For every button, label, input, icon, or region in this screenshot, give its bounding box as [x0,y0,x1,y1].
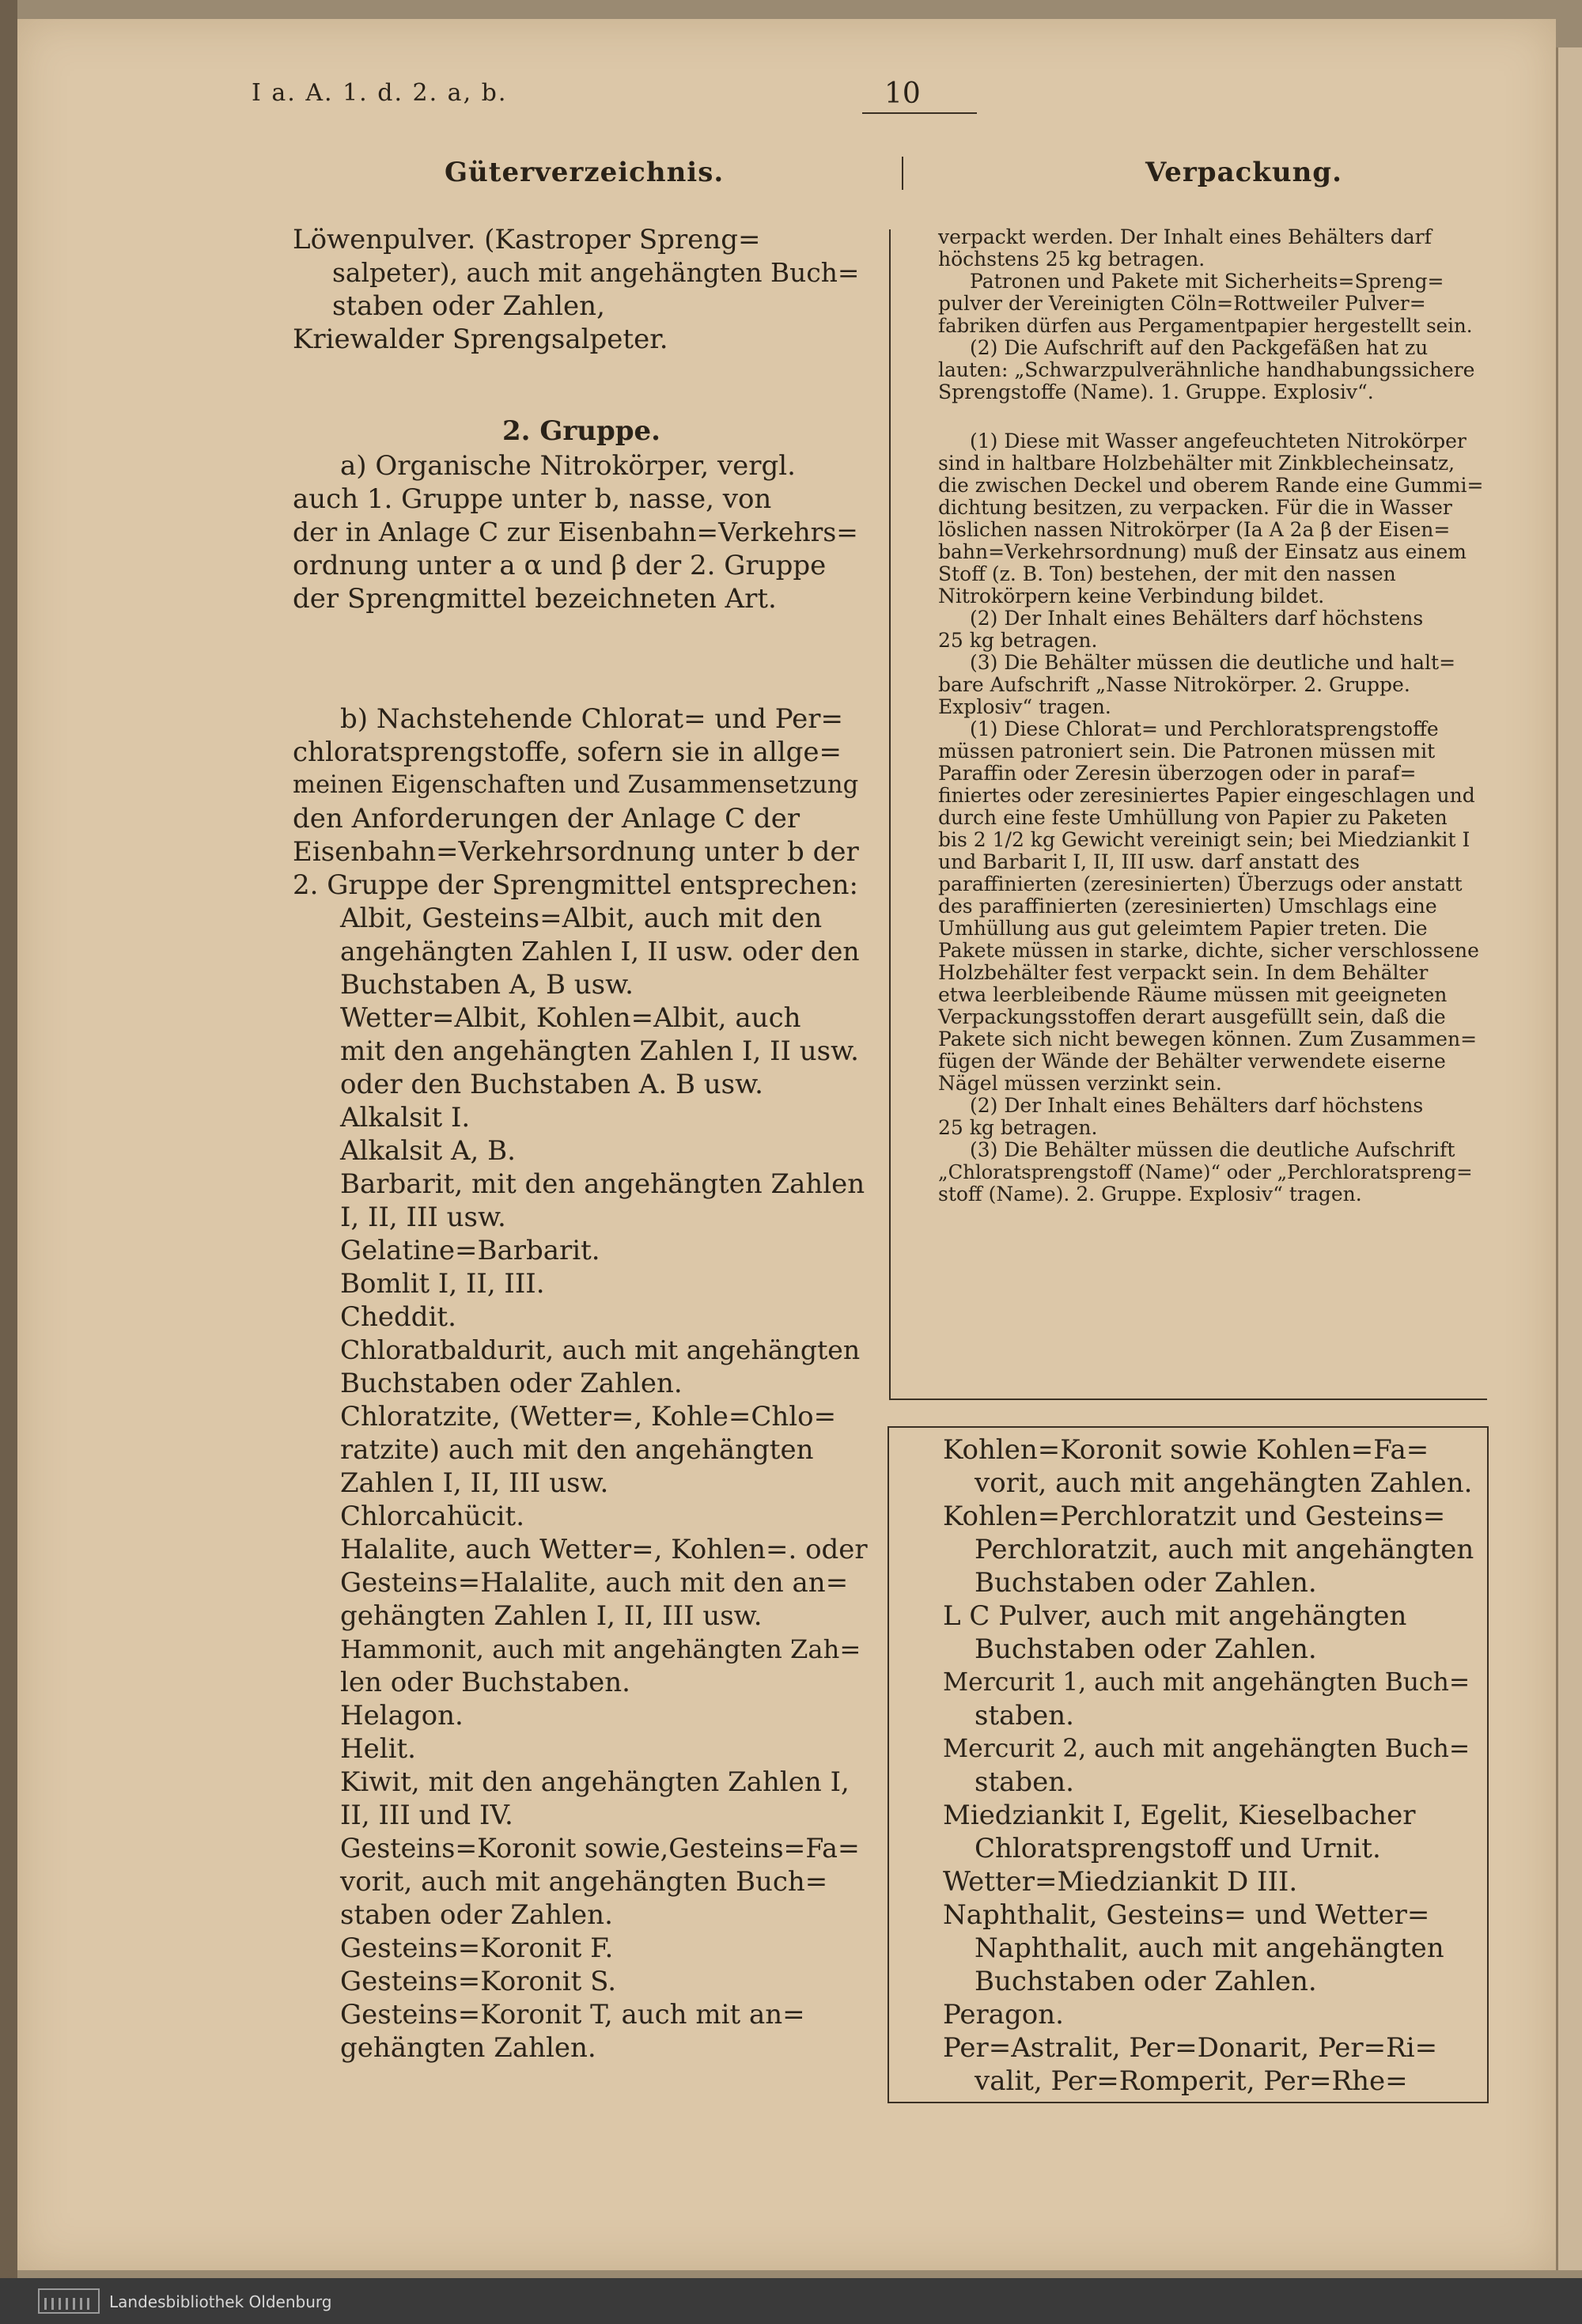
library-logo-icon [38,2288,100,2314]
left-background-edge [0,0,17,2324]
packaging-line: fabriken dürfen aus Pergamentpapier hergestellt sein. [938,314,1473,337]
list-line: staben. [975,1766,1074,1798]
packaging-line: (1) Diese Chlorat= und Perchloratsprengstoffe [970,717,1439,740]
text-line: ordnung unter a α und β der 2. Gruppe [293,550,827,581]
packaging-text-column [938,226,1492,1206]
text-line: ratzite) auch mit den angehängten [340,1434,814,1466]
text-line: Barbarit, mit den angehängten Zahlen [340,1168,865,1200]
header-divider [902,157,903,190]
packaging-line: „Chloratsprengstoff (Name)“ oder „Perchloratspreng= [938,1160,1473,1183]
packaging-line: bare Aufschrift „Nasse Nitrokörper. 2. Gruppe. [938,673,1410,696]
packaging-line: 25 kg betragen. [938,629,1098,652]
packaging-line: verpackt werden. Der Inhalt eines Behälters darf [938,225,1432,248]
text-line: Gesteins=Koronit T, auch mit an= [340,1999,805,2031]
packaging-line: (2) Die Aufschrift auf den Packgefäßen hat zu [970,336,1429,359]
text-line: Chloratbaldurit, auch mit angehängten [340,1334,861,1365]
packaging-line: des paraffinierten (zeresinierten) Umschlags eine [938,895,1437,918]
text-line: staben oder Zahlen. [340,1899,613,1931]
text-line: len oder Buchstaben. [340,1667,630,1698]
packaging-line: sind in haltbare Holzbehälter mit Zinkblecheinsatz, [938,452,1455,475]
list-line: Mercurit 2, auch mit angehängten Buch= [943,1735,1470,1763]
packaging-line: Nägel müssen verzinkt sein. [938,1072,1222,1095]
list-line: Miedziankit I, Egelit, Kieselbacher [943,1800,1416,1831]
packaging-line: und Barbarit I, II, III usw. darf anstatt des [938,850,1360,873]
packaging-line: paraffinierten (zeresinierten) Überzugs oder anstatt [938,872,1463,895]
text-line: salpeter), auch mit angehängten Buch= [332,257,860,288]
list-line: staben. [975,1700,1074,1732]
text-line: Bomlit I, II, III. [340,1268,545,1300]
right-column-title: Verpackung. [1145,157,1342,188]
text-line: Wetter=Albit, Kohlen=Albit, auch [340,1002,801,1034]
library-name: Landesbibliothek Oldenburg [109,2292,332,2311]
text-line: I, II, III usw. [340,1202,506,1233]
packaging-line: Explosiv“ tragen. [938,695,1111,718]
list-line: Mercurit 1, auch mit angehängten Buch= [943,1668,1470,1697]
packaging-line: fügen der Wände der Behälter verwendete eiserne [938,1050,1446,1073]
list-line: Kohlen=Perchloratzit und Gesteins= [943,1501,1446,1532]
packaging-line: finiertes oder zeresiniertes Papier eingeschlagen und [938,784,1475,807]
packaging-line: (1) Diese mit Wasser angefeuchteten Nitrokörper [970,430,1467,452]
text-line: Chlorcahücit. [340,1501,525,1532]
list-line: Buchstaben oder Zahlen. [975,1966,1317,1997]
text-line: II, III und IV. [340,1800,513,1831]
text-line: Gesteins=Halalite, auch mit den an= [340,1567,849,1599]
text-line: b) Nachstehende Chlorat= und Per= [340,703,843,735]
lower-goods-list [943,1433,1489,2098]
text-line: oder den Buchstaben A. B usw. [340,1069,763,1100]
text-line: a) Organische Nitrokörper, vergl. [340,450,796,482]
packaging-line: Patronen und Pakete mit Sicherheits=Spreng= [970,270,1444,293]
packaging-line: müssen patroniert sein. Die Patronen müssen mit [938,740,1436,763]
packaging-line: pulver der Vereinigten Cöln=Rottweiler Pulver= [938,292,1426,315]
packaging-line: Pakete müssen in starke, dichte, sicher verschlossene [938,939,1479,962]
packaging-line: etwa leerbleibende Räume müssen mit geeigneten [938,983,1448,1006]
text-line: Buchstaben A, B usw. [340,969,634,1001]
packaging-line: höchstens 25 kg betragen. [938,248,1205,271]
text-line: gehängten Zahlen. [340,2032,596,2064]
packaging-line: Verpackungsstoffen derart ausgefüllt sein, daß die [938,1005,1446,1028]
packaging-line: Umhüllung aus gut geleimtem Papier treten. Die [938,917,1428,940]
text-line: Zahlen I, II, III usw. [340,1467,609,1499]
text-line: staben oder Zahlen, [332,290,605,322]
list-line: valit, Per=Romperit, Per=Rhe= [975,2065,1408,2097]
text-line: Buchstaben oder Zahlen. [340,1368,683,1399]
packaging-line: (2) Der Inhalt eines Behälters darf höchstens [970,607,1424,630]
packaging-line: Stoff (z. B. Ton) bestehen, der mit den nassen [938,562,1396,585]
text-line: Hammonit, auch mit angehängten Zah= [340,1634,861,1664]
text-line: 2. Gruppe. [501,415,660,447]
packaging-line: Holzbehälter fest verpackt sein. In dem Behälter [938,961,1429,984]
packaging-line: durch eine feste Umhüllung von Papier zu Paketen [938,806,1448,829]
list-line: Chloratsprengstoff und Urnit. [975,1833,1381,1864]
list-line: Kohlen=Koronit sowie Kohlen=Fa= [943,1434,1429,1466]
packaging-line: Pakete sich nicht bewegen können. Zum Zusammen= [938,1028,1478,1050]
text-line: Gelatine=Barbarit. [340,1235,600,1266]
packaging-line: 25 kg betragen. [938,1116,1098,1139]
text-line: Kriewalder Sprengsalpeter. [293,324,668,355]
text-line: der Sprengmittel bezeichneten Art. [293,583,777,615]
page-number: 10 [884,78,921,110]
text-line: auch 1. Gruppe unter b, nasse, von [293,483,772,515]
text-line: Chloratzite, (Wetter=, Kohle=Chlo= [340,1401,837,1433]
text-line: 2. Gruppe der Sprengmittel entsprechen: [293,869,858,901]
packaging-line: Nitrokörpern keine Verbindung bildet. [938,585,1325,607]
packaging-line: dichtung besitzen, zu verpacken. Für die in Wasser [938,496,1452,519]
list-line: Naphthalit, auch mit angehängten [975,1932,1444,1964]
spacer [293,356,870,413]
text-line: meinen Eigenschaften und Zusammensetzung [293,771,859,799]
text-line: Alkalsit A, B. [340,1135,516,1167]
text-line: Alkalsit I. [340,1102,471,1134]
packaging-line: löslichen nassen Nitrokörper (Ia A 2a β der Eisen= [938,518,1451,541]
text-line: Halalite, auch Wetter=, Kohlen=. oder [340,1534,868,1565]
list-line: Naphthalit, Gesteins= und Wetter= [943,1899,1430,1931]
text-line: Gesteins=Koronit F. [340,1932,614,1964]
list-line: Buchstaben oder Zahlen. [975,1633,1317,1665]
packaging-line: stoff (Name). 2. Gruppe. Explosiv“ tragen. [938,1183,1362,1206]
text-line: Kiwit, mit den angehängten Zahlen I, [340,1766,850,1798]
packaging-line: bahn=Verkehrsordnung) muß der Einsatz aus einem [938,540,1467,563]
text-line: den Anforderungen der Anlage C der [293,803,800,835]
list-line: Buchstaben oder Zahlen. [975,1567,1317,1599]
packaging-line: Sprengstoffe (Name). 1. Gruppe. Explosiv“. [938,380,1374,403]
text-line: chloratsprengstoffe, sofern sie in allge= [293,736,842,768]
text-line: Löwenpulver. (Kastroper Spreng= [293,224,761,255]
text-line: vorit, auch mit angehängten Buch= [340,1866,828,1898]
list-line: Peragon. [943,1999,1064,2031]
packaging-line: (3) Die Behälter müssen die deutliche Aufschrift [970,1138,1455,1161]
text-line: Albit, Gesteins=Albit, auch mit den [340,903,823,934]
packaging-line: die zwischen Deckel und oberem Rande eine Gummi= [938,474,1484,497]
list-line: Wetter=Miedziankit D III. [943,1866,1298,1898]
page-number-rule [862,112,977,114]
text-line: Gesteins=Koronit sowie,Gesteins=Fa= [340,1833,860,1864]
list-line: Perchloratzit, auch mit angehängten [975,1534,1474,1565]
text-line: Eisenbahn=Verkehrsordnung unter b der [293,836,859,868]
text-line: Helit. [340,1733,416,1765]
list-line: L C Pulver, auch mit angehängten [943,1600,1407,1632]
spacer [293,615,870,702]
text-line: mit den angehängten Zahlen I, II usw. [340,1035,859,1067]
text-line: Helagon. [340,1700,464,1732]
packaging-line: bis 2 1/2 kg Gewicht vereinigt sein; bei Miedziankit I [938,828,1470,851]
section-reference: I a. A. 1. d. 2. a, b. [252,79,508,107]
spacer [938,403,1492,430]
list-line: vorit, auch mit angehängten Zahlen. [975,1467,1473,1499]
packaging-line: (2) Der Inhalt eines Behälters darf höchstens [970,1094,1424,1117]
text-line: angehängten Zahlen I, II usw. oder den [340,936,860,967]
text-line: gehängten Zahlen I, II, III usw. [340,1600,763,1632]
packaging-line: Paraffin oder Zeresin überzogen oder in paraf= [938,762,1417,785]
goods-list-column [293,223,870,2065]
text-line: der in Anlage C zur Eisenbahn=Verkehrs= [293,517,858,547]
list-line: Per=Astralit, Per=Donarit, Per=Ri= [943,2032,1438,2064]
next-page-edge [1556,47,1582,2270]
text-line: Cheddit. [340,1301,456,1333]
left-column-title: Güterverzeichnis. [445,157,725,188]
packaging-line: lauten: „Schwarzpulverähnliche handhabungssichere [938,358,1475,381]
packaging-line: (3) Die Behälter müssen die deutliche und halt= [970,651,1456,674]
text-line: Gesteins=Koronit S. [340,1966,617,1997]
